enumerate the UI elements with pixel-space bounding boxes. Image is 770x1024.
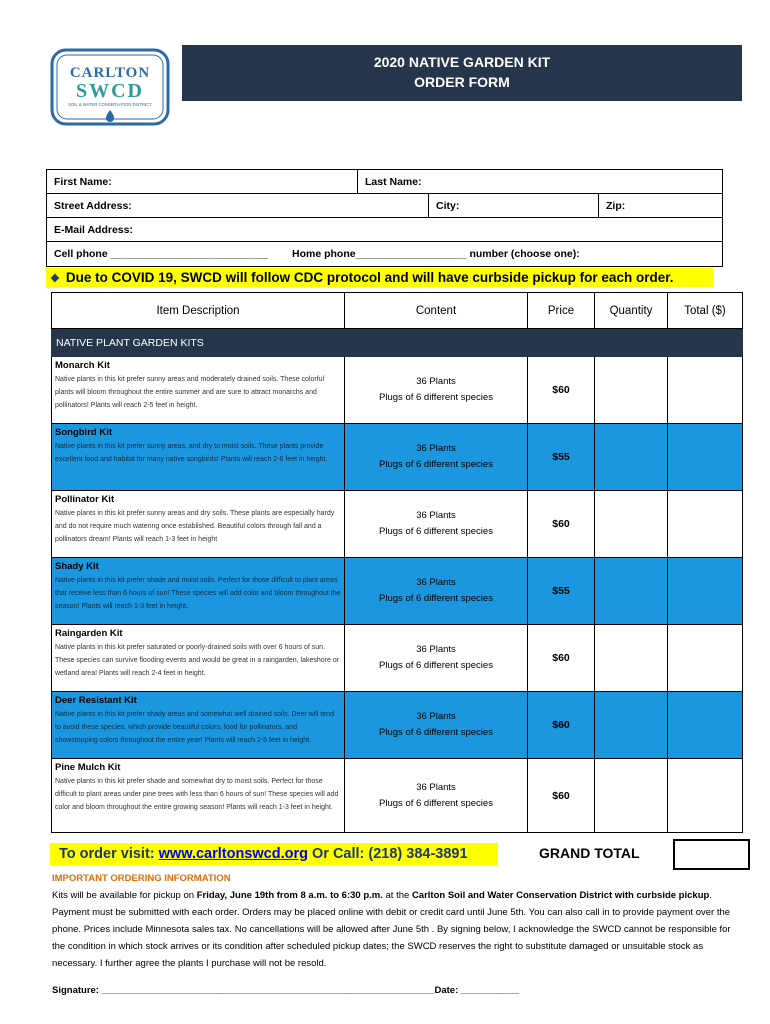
kit-name: Pollinator Kit (55, 494, 115, 505)
kit-row (52, 625, 743, 692)
order-contact-line (50, 843, 498, 865)
section-title: NATIVE PLANT GARDEN KITS (52, 329, 743, 357)
kit-plant-count: 36 Plants (416, 510, 456, 521)
kit-row (52, 491, 743, 558)
customer-info-box (46, 169, 723, 267)
kit-total-field[interactable] (668, 491, 743, 558)
cell-phone-label: Cell phone ___________________________ (54, 248, 269, 260)
kit-plant-count: 36 Plants (416, 577, 456, 588)
covid-notice (46, 268, 713, 287)
kit-description-cell (52, 692, 345, 759)
kit-quantity-field[interactable] (595, 692, 668, 759)
section-header-row (52, 329, 743, 357)
kit-content-cell (345, 759, 528, 833)
kit-total-field[interactable] (668, 357, 743, 424)
kit-description-cell (52, 424, 345, 491)
kit-name: Deer Resistant Kit (55, 695, 137, 706)
kit-description: Native plants in this kit prefer shady areas and somewhat well drained soils. Deer will tend to avoid these species, which provide beautiful colors, food for pollinators, and showstopping colors throughout the entire year! Plants will reach 2-5 feet in height. (55, 711, 334, 744)
zip-label: Zip: (606, 200, 626, 212)
col-quantity: Quantity (595, 293, 668, 329)
email-label: E-Mail Address: (54, 224, 133, 236)
kit-total-field[interactable] (668, 424, 743, 491)
kit-plant-count: 36 Plants (416, 644, 456, 655)
kit-row (52, 759, 743, 833)
city-label: City: (436, 200, 460, 212)
kit-description-cell (52, 759, 345, 833)
kit-row (52, 424, 743, 491)
website-link[interactable]: www.carltonswcd.org (158, 846, 308, 862)
kit-description: Native plants in this kit prefer shade and moist soils. Perfect for those difficult to plant areas that receive less than 6 hours of sun! These species will add color and bloom throughout the season! Plants will reach 1-3 feet in height. (55, 577, 341, 610)
kit-price: $60 (528, 692, 595, 759)
kit-description: Native plants in this kit prefer sunny areas, and dry to moist soils. These plants provide excellent food and habitat for many native songbirds! Plants will reach 2-6 feet in height. (55, 443, 328, 463)
kit-total-field[interactable] (668, 692, 743, 759)
name-row (47, 170, 722, 194)
kit-price: $55 (528, 424, 595, 491)
kit-content-cell (345, 625, 528, 692)
last-name-field[interactable] (357, 170, 723, 193)
kit-price: $60 (528, 625, 595, 692)
kit-content-cell (345, 424, 528, 491)
email-row (47, 218, 722, 242)
kit-name: Songbird Kit (55, 427, 112, 438)
signature-line[interactable]: Signature: _______________________________________________________________Date: ___________ (52, 985, 519, 996)
kit-row (52, 692, 743, 759)
kit-plug-info: Plugs of 6 different species (379, 593, 493, 604)
street-address-label: Street Address: (54, 200, 132, 212)
home-phone-label: Home phone___________________ number (choose one): (292, 248, 580, 260)
kit-description-cell (52, 558, 345, 625)
col-total: Total ($) (668, 293, 743, 329)
order-table (51, 292, 743, 833)
title-line2: ORDER FORM (414, 74, 510, 90)
kit-content-cell (345, 692, 528, 759)
kit-content-cell (345, 357, 528, 424)
kit-name: Shady Kit (55, 561, 99, 572)
carlton-swcd-logo (50, 46, 170, 128)
logo-line2: SWCD (75, 80, 145, 102)
kit-plant-count: 36 Plants (416, 711, 456, 722)
kit-name: Raingarden Kit (55, 628, 123, 639)
info-text-3: . Payment must be submitted with each order. Orders may be placed online with debit or credit card until June 5th. You can also call in to provide payment over the phone. Prices include Minnesota sales tax. No cancellations will be allowed after June 5th . By signing below, I acknowledge the SWCD cannot be responsible for the condition in which stock arrives or its condition after scheduled pickup dates; the SWCD reserves the right to substitute damaged or unsuitable stock as necessary. I further agree the plants I purchase will not be resold. (52, 890, 731, 969)
important-info-heading: IMPORTANT ORDERING INFORMATION (52, 873, 231, 884)
city-field[interactable] (428, 194, 598, 217)
info-pickup-date: Friday, June 19th from 8 a.m. to 6:30 p.m. (196, 890, 383, 901)
kit-plant-count: 36 Plants (416, 376, 456, 387)
table-header-row (52, 293, 743, 329)
kit-name: Monarch Kit (55, 360, 110, 371)
kit-quantity-field[interactable] (595, 625, 668, 692)
col-content: Content (345, 293, 528, 329)
kit-description: Native plants in this kit prefer sunny areas and moderately drained soils. These colorful plants will bloom throughout the entire summer and are sure to attract monarchs and pollinators! Plants will reach 2-5 feet in height. (55, 376, 325, 409)
kit-price: $60 (528, 491, 595, 558)
grand-total-field[interactable] (673, 839, 750, 870)
logo-line3: SOIL & WATER CONSERVATION DISTRICT (68, 102, 152, 107)
covid-notice-text: Due to COVID 19, SWCD will follow CDC protocol and will have curbside pickup for each order. (65, 270, 674, 285)
logo-line1: CARLTON (69, 65, 151, 81)
kit-total-field[interactable] (668, 759, 743, 833)
kit-quantity-field[interactable] (595, 424, 668, 491)
kit-quantity-field[interactable] (595, 357, 668, 424)
phone-row (47, 242, 722, 266)
important-info-text (52, 887, 744, 972)
kit-price: $60 (528, 357, 595, 424)
kit-quantity-field[interactable] (595, 558, 668, 625)
logo-badge (50, 46, 170, 128)
kit-content-cell (345, 491, 528, 558)
col-price: Price (528, 293, 595, 329)
diamond-bullet-icon: ❖ (50, 273, 60, 285)
kit-row (52, 558, 743, 625)
cell-phone-field[interactable] (47, 242, 287, 266)
kit-plug-info: Plugs of 6 different species (379, 526, 493, 537)
kit-plant-count: 36 Plants (416, 443, 456, 454)
kit-plug-info: Plugs of 6 different species (379, 459, 493, 470)
kit-plug-info: Plugs of 6 different species (379, 727, 493, 738)
kit-price: $55 (528, 558, 595, 625)
last-name-label: Last Name: (365, 176, 422, 188)
kit-quantity-field[interactable] (595, 491, 668, 558)
kit-price: $60 (528, 759, 595, 833)
col-item-description: Item Description (52, 293, 345, 329)
order-call: Or Call: (218) 384-3891 (307, 846, 468, 862)
grand-total-label: GRAND TOTAL (539, 845, 640, 861)
kit-description-cell (52, 625, 345, 692)
kit-description-cell (52, 491, 345, 558)
kit-plug-info: Plugs of 6 different species (379, 797, 493, 809)
info-location: Carlton Soil and Water Conservation District with curbside pickup (411, 890, 710, 901)
kit-total-field[interactable] (668, 558, 743, 625)
kit-plug-info: Plugs of 6 different species (379, 392, 493, 403)
info-text-2: at the (382, 890, 412, 901)
kit-name: Pine Mulch Kit (55, 762, 121, 773)
kit-description: Native plants in this kit prefer sunny areas and dry soils. These plants are especially hardy and do not require much watering once established. Beautiful colors through fall and a pollinators dream! Plants will reach 1-3 feet in height (55, 510, 335, 543)
kit-description-cell (52, 357, 345, 424)
email-field[interactable] (47, 218, 723, 241)
kit-plug-info: Plugs of 6 different species (379, 660, 493, 671)
zip-field[interactable] (598, 194, 723, 217)
street-address-field[interactable] (47, 194, 428, 217)
kit-rows (52, 357, 743, 833)
first-name-field[interactable] (47, 170, 357, 193)
address-row (47, 194, 722, 218)
kit-total-field[interactable] (668, 625, 743, 692)
home-phone-field[interactable] (285, 242, 715, 266)
order-prefix: To order visit: (59, 846, 159, 862)
kit-description: Native plants in this kit prefer saturated or poorly-drained soils with over 6 hours of sun. These species can survive flooding events and would be great in a raingarden, lakeshore or wetland area! Plants will reach 2-4 feet in height. (55, 644, 340, 677)
title-line1: 2020 NATIVE GARDEN KIT (373, 54, 551, 70)
kit-plant-count: 36 Plants (416, 781, 456, 793)
kit-content-cell (345, 558, 528, 625)
first-name-label: First Name: (54, 176, 112, 188)
info-text-1: Kits will be available for pickup on (52, 890, 197, 901)
title-banner (182, 45, 742, 101)
kit-description: Native plants in this kit prefer shade and somewhat dry to moist soils. Perfect for those difficult to plant areas under pine trees with less than 6 hours of sun! These species will add color and bloom throughout the entire growing season! Plants will reach 1-3 feet in height. (55, 778, 339, 811)
kit-quantity-field[interactable] (595, 759, 668, 833)
kit-row (52, 357, 743, 424)
